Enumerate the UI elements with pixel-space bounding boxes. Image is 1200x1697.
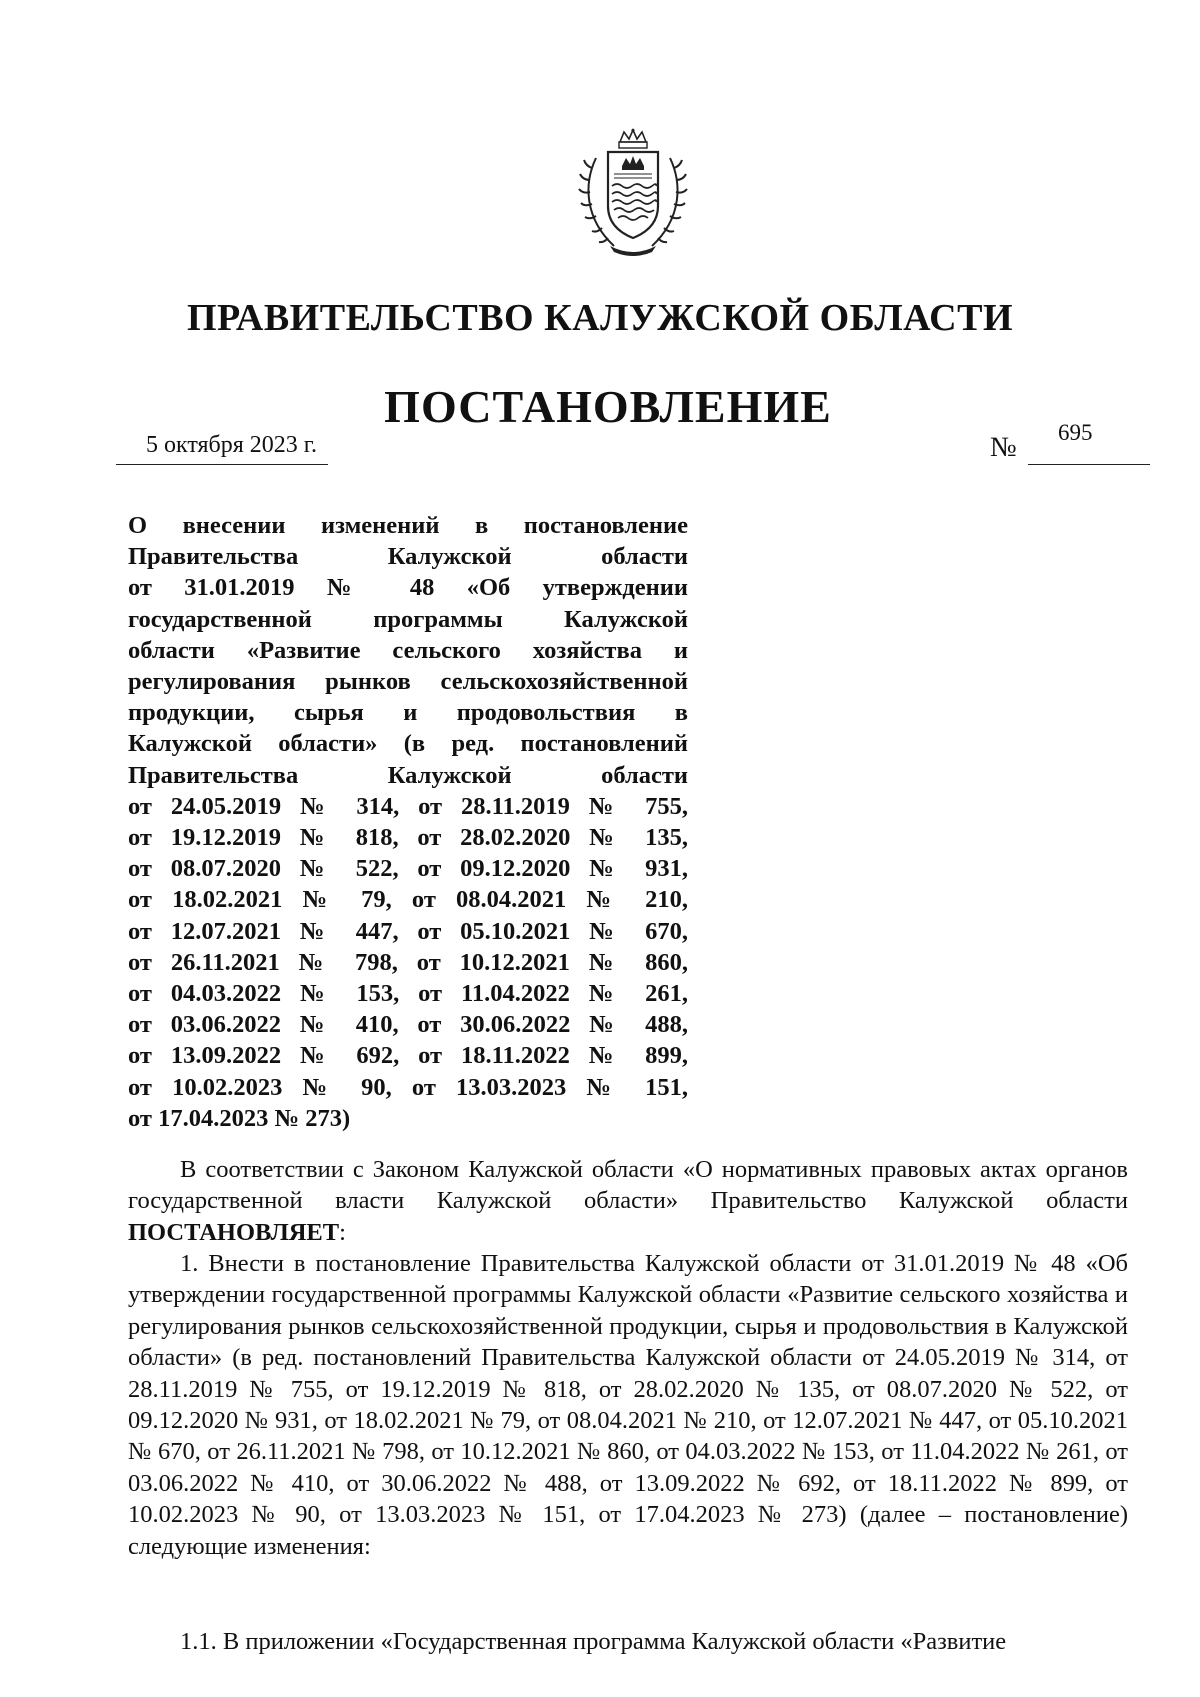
kaluga-coat-of-arms-icon bbox=[574, 128, 692, 258]
heading-line: от 26.11.2021 № 798, от 10.12.2021 № 860, bbox=[128, 948, 688, 976]
document-number: 695 bbox=[1058, 420, 1093, 445]
heading-line: от 12.07.2021 № 447, от 05.10.2021 № 670, bbox=[128, 917, 688, 945]
heading-line: О внесении изменений в постановление bbox=[128, 512, 688, 539]
heading-line: продукции, сырья и продовольствия в bbox=[128, 699, 688, 727]
heading-line: Калужской области» (в ред. постановлений bbox=[128, 730, 688, 758]
heading-line: от 31.01.2019 № 48 «Об утверждении bbox=[128, 574, 688, 602]
heading-line: области «Развитие сельского хозяйства и bbox=[128, 636, 688, 664]
number-underline bbox=[1028, 464, 1150, 465]
document-date: 5 октября 2023 г. bbox=[146, 432, 317, 458]
document-type-title: ПОСТАНОВЛЕНИЕ bbox=[384, 381, 832, 432]
heading-line: от 19.12.2019 № 818, от 28.02.2020 № 135, bbox=[128, 824, 688, 852]
document-number-label: № bbox=[990, 432, 1017, 463]
document-heading bbox=[128, 510, 688, 1134]
heading-line: регулирования рынков сельскохозяйственной bbox=[128, 668, 688, 696]
resolves-keyword: ПОСТАНОВЛЯЕТ bbox=[128, 1218, 340, 1246]
heading-line: Правительства Калужской области bbox=[128, 543, 688, 571]
heading-line: от 04.03.2022 № 153, от 11.04.2022 № 261, bbox=[128, 980, 688, 1008]
heading-line: Правительства Калужской области bbox=[128, 761, 688, 789]
item-1-1-paragraph: 1.1. В приложении «Государственная программа Калужской области «Развитие bbox=[180, 1628, 1007, 1655]
preamble-paragraph bbox=[128, 1154, 1128, 1248]
heading-line: от 24.05.2019 № 314, от 28.11.2019 № 755, bbox=[128, 792, 688, 820]
item-1-paragraph: 1. Внести в постановление Правительства Калужской области от 31.01.2019 № 48 «Об утверждении государственной программы Калужской области «Развитие сельского хозяйства и регулирования рынков сельскохозяйственной продукции, сырья и продовольствия в Калужской области» (в ред. постановлений Правительства Калужской области от 24.05.2019 № 314, от 28.11.2019 № 755, от 19.12.2019 № 818, от 28.02.2020 № 135, от 08.07.2020 № 522, от 09.12.2020 № 931, от 18.02.2021 № 79, от 08.04.2021 № 210, от 12.07.2021 № 447, от 05.10.2021 № 670, от 26.11.2021 № 798, от 10.12.2021 № 860, от 04.03.2022 № 153, от 11.04.2022 № 261, от 03.06.2022 № 410, от 30.06.2022 № 488, от 13.09.2022 № 692, от 18.11.2022 № 899, от 10.02.2023 № 90, от 13.03.2023 № 151, от 17.04.2023 № 273) (далее – постановление) следующие изменения: bbox=[128, 1250, 1128, 1560]
preamble-end: : bbox=[339, 1218, 346, 1246]
date-underline bbox=[116, 464, 328, 465]
heading-line: от 10.02.2023 № 90, от 13.03.2023 № 151, bbox=[128, 1073, 688, 1101]
heading-line: от 03.06.2022 № 410, от 30.06.2022 № 488, bbox=[128, 1011, 688, 1039]
heading-line: государственной программы Калужской bbox=[128, 605, 688, 633]
heading-line: от 17.04.2023 № 273) bbox=[128, 1104, 351, 1132]
heading-line: от 08.07.2020 № 522, от 09.12.2020 № 931, bbox=[128, 855, 688, 883]
preamble-text: В соответствии с Законом Калужской области «О нормативных правовых актах органов государственной власти Калужской области» Правительство Калужской области bbox=[128, 1156, 1128, 1215]
heading-line: от 18.02.2021 № 79, от 08.04.2021 № 210, bbox=[128, 886, 688, 914]
organization-title: ПРАВИТЕЛЬСТВО КАЛУЖСКОЙ ОБЛАСТИ bbox=[186, 297, 1014, 339]
heading-line: от 13.09.2022 № 692, от 18.11.2022 № 899, bbox=[128, 1042, 688, 1070]
